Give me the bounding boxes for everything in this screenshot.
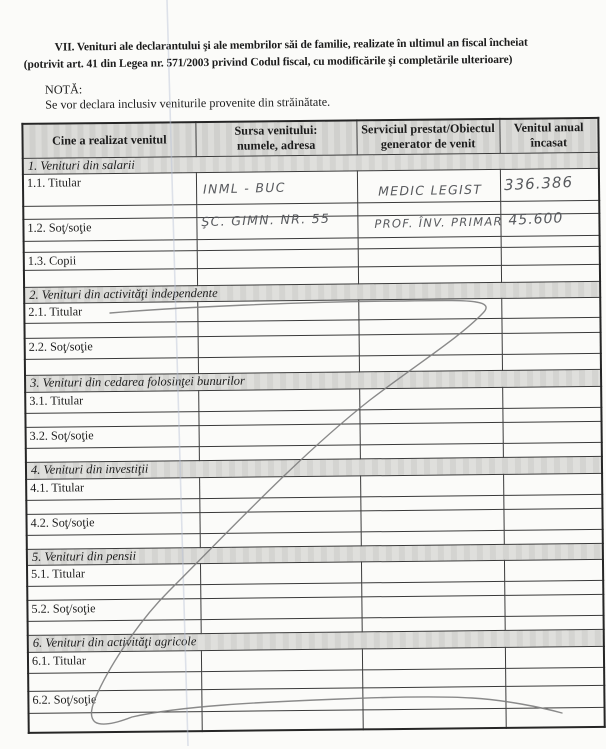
row-label-cell: 2.1. Titular (24, 301, 197, 323)
empty-cell (502, 353, 601, 370)
empty-cell (198, 355, 359, 373)
income-table-grid (21, 117, 605, 734)
empty-cell (502, 386, 601, 408)
empty-cell (201, 648, 362, 671)
empty-cell (501, 297, 600, 318)
empty-cell (360, 474, 503, 496)
empty-cell (359, 387, 502, 409)
empty-cell (201, 687, 362, 711)
row-label-cell: 5.1. Titular (27, 563, 200, 586)
col-header-cine: Cine a realizat venitul (22, 122, 195, 158)
empty-cell (359, 333, 502, 355)
empty-cell (197, 299, 358, 321)
empty-cell (361, 581, 504, 596)
empty-cell (502, 332, 601, 354)
empty-cell (29, 711, 202, 733)
col-header-sursa: Sursa venitului: numele, adresa (195, 120, 356, 156)
empty-cell (361, 560, 504, 582)
row-label-cell: 4.2. Soţ/soţie (26, 512, 199, 535)
row-label-cell: 3.2. Soţ/soţie (26, 425, 199, 448)
empty-cell (362, 647, 505, 669)
empty-cell (358, 318, 501, 334)
empty-cell (358, 265, 501, 283)
note-text: Se vor declara inclusiv veniturile provenite din străinătate. (45, 94, 331, 112)
title-line-1: VII. Venituri ale declarantului şi ale membrilor săi de familie, realizate în ultimul an fiscal încheiat (54, 36, 528, 54)
row-label-cell: 5.2. Soţ/soţie (27, 598, 200, 621)
empty-cell (360, 422, 503, 444)
empty-cell (362, 686, 505, 709)
section-vii-title (23, 34, 593, 74)
row-label-cell: 3.1. Titular (25, 390, 198, 413)
empty-cell (506, 707, 605, 728)
empty-cell (201, 669, 362, 689)
handwriting-sursa-titular: INML - BUC (202, 179, 286, 197)
empty-cell (505, 646, 604, 668)
empty-cell (198, 334, 359, 357)
section-title: 2. Venituri din activităţi independente (24, 281, 600, 303)
row-label-cell: 1.1. Titular (23, 172, 196, 206)
section-title: 5. Venituri din pensii (27, 543, 603, 565)
empty-cell (504, 559, 603, 581)
handwriting-venit-sot: 45.600 (508, 210, 564, 229)
empty-cell (358, 298, 501, 319)
empty-cell (360, 443, 503, 458)
empty-cell (360, 509, 503, 531)
empty-cell (503, 494, 602, 509)
col-header-serviciu: Serviciul prestat/Obiectul generator de venit (356, 119, 499, 154)
handwriting-venit-titular: 336.386 (503, 172, 574, 195)
empty-cell (358, 247, 501, 266)
section-title: 1. Venituri din salarii (23, 152, 599, 174)
income-table (21, 117, 603, 734)
empty-cell (503, 473, 602, 495)
section-title: 4. Venituri din investiţii (26, 456, 602, 479)
empty-cell (503, 508, 602, 530)
empty-cell (197, 319, 358, 336)
empty-cell (503, 442, 602, 457)
empty-cell (359, 408, 502, 423)
empty-cell (502, 407, 601, 422)
empty-cell (200, 561, 361, 584)
empty-cell (361, 530, 504, 545)
empty-cell (362, 668, 505, 687)
col-header-venit: Venitul anual încasat (499, 118, 598, 153)
empty-cell (504, 580, 603, 595)
handwriting-serviciu-titular: MEDIC LEGIST (377, 181, 483, 199)
handwriting-serviciu-sot: PROF. ÎNV. PRIMAR (374, 214, 504, 231)
empty-cell (360, 495, 503, 510)
row-label-cell: 1.2. Soţ/soţie (23, 217, 196, 241)
empty-cell (197, 248, 358, 268)
empty-cell (362, 616, 505, 631)
empty-cell (24, 268, 197, 287)
row-label-cell: 6.2. Soţ/soţie (28, 689, 201, 713)
empty-cell (501, 317, 600, 333)
empty-cell (197, 266, 358, 285)
section-title: 3. Venituri din cedarea folosinţei bunurilor (25, 369, 601, 392)
empty-cell (363, 708, 506, 729)
handwriting-sursa-sot: ŞC. GIMN. NR. 55 (201, 210, 331, 230)
empty-cell (501, 264, 600, 282)
empty-cell (25, 357, 198, 375)
empty-cell (28, 671, 201, 691)
empty-cell (199, 475, 360, 498)
empty-cell (505, 685, 604, 708)
row-label-cell: 2.2. Soţ/soţie (25, 336, 198, 359)
empty-cell (202, 709, 363, 731)
empty-cell (361, 595, 504, 617)
empty-cell (199, 510, 360, 533)
note-label: NOTĂ: (44, 82, 83, 97)
empty-cell (501, 246, 600, 265)
empty-cell (200, 596, 361, 619)
title-line-2: (potrivit art. 41 din Legea nr. 571/2003 privind Codul fiscal, cu modificările şi completările ulterioare) (23, 53, 513, 71)
empty-cell (503, 421, 602, 443)
empty-cell (504, 594, 603, 616)
empty-cell (198, 388, 359, 411)
empty-cell (504, 529, 603, 544)
row-label-cell: 4.1. Titular (26, 477, 199, 500)
row-label-cell: 1.3. Copii (24, 250, 197, 270)
empty-cell (505, 667, 604, 686)
empty-cell (359, 354, 502, 371)
row-label-cell: 6.1. Titular (28, 650, 201, 673)
note-block (45, 80, 330, 112)
empty-cell (505, 615, 604, 630)
section-title: 6. Venituri din activităţi agricole (28, 629, 604, 652)
empty-cell (199, 423, 360, 446)
